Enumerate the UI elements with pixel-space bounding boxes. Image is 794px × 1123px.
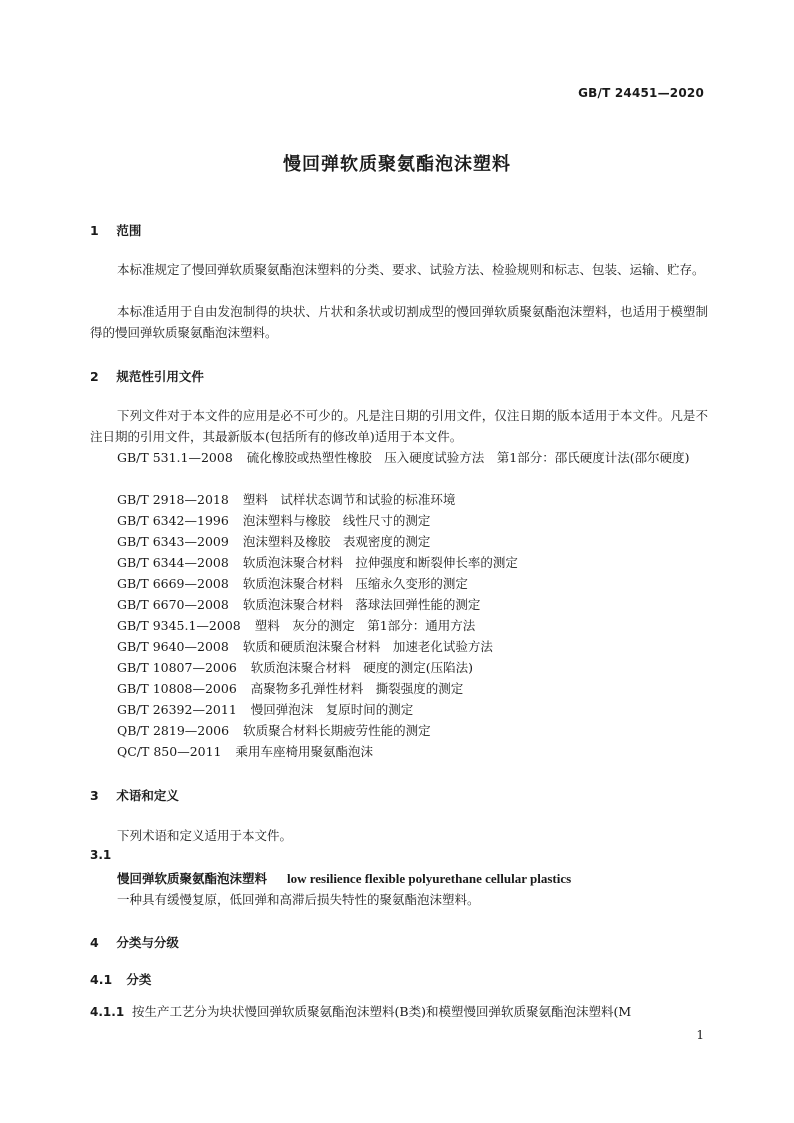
subsection-number: 4.1 [90,972,113,987]
section-title: 范围 [116,223,142,238]
term-definition: 一种具有缓慢复原，低回弹和高滞后损失特性的聚氨酯泡沫塑料。 [117,892,480,907]
reference-title: 软质聚合材料长期疲劳性能的测定 [243,723,431,738]
reference-code: GB/T 10808—2006 [117,681,237,696]
standard-number: GB/T 24451—2020 [578,86,704,100]
reference-item [117,741,373,762]
term-english: low resilience flexible polyurethane cellular plastics [286,871,572,886]
document-title: 慢回弹软质聚氨酯泡沫塑料 [283,154,511,175]
reference-code: QC/T 850—2011 [117,744,222,759]
reference-code: GB/T 531.1—2008 [117,450,233,465]
subsection-4-1-heading [90,970,151,988]
reference-item [117,720,431,741]
reference-item [117,510,430,531]
reference-item [117,531,430,552]
reference-code: GB/T 10807—2006 [117,660,237,675]
reference-code: QB/T 2819—2006 [117,723,230,738]
reference-code: GB/T 6343—2009 [117,534,229,549]
reference-item [90,447,708,468]
section-3-heading [90,786,179,804]
reference-title: 软质泡沫聚合材料 硬度的测定(压陷法) [250,660,474,675]
term-chinese: 慢回弹软质聚氨酯泡沫塑料 [117,871,268,886]
scope-paragraph: 本标准适用于自由发泡制得的块状、片状和条状或切割成型的慢回弹软质聚氨酯泡沫塑料，也适用于模塑制得的慢回弹软质聚氨酯泡沫塑料。 [90,304,708,340]
reference-item [117,699,413,720]
reference-item [117,657,473,678]
section-4-heading [90,933,179,951]
reference-item [117,552,518,573]
reference-item [117,615,475,636]
reference-item [117,636,493,657]
reference-title: 软质泡沫聚合材料 拉伸强度和断裂伸长率的测定 [242,555,518,570]
terms-intro: 下列术语和定义适用于本文件。 [117,828,293,843]
reference-title: 乘用车座椅用聚氨酯泡沫 [235,744,374,759]
section-number: 2 [90,369,99,384]
reference-code: GB/T 26392—2011 [117,702,237,717]
section-number: 1 [90,223,99,238]
term-entry [117,869,571,887]
reference-title: 慢回弹泡沫 复原时间的测定 [250,702,414,717]
clause-4-1-1 [90,1002,631,1020]
term-number: 3.1 [90,848,112,862]
reference-item [117,594,480,615]
reference-item [117,489,455,510]
reference-item [117,678,463,699]
section-1-heading [90,221,141,239]
reference-code: GB/T 6344—2008 [117,555,229,570]
clause-number: 4.1.1 [90,1005,125,1019]
reference-code: GB/T 2918—2018 [117,492,229,507]
reference-title: 泡沫塑料与橡胶 线性尺寸的测定 [242,513,431,528]
reference-code: GB/T 9640—2008 [117,639,229,654]
subsection-title: 分类 [126,972,152,987]
section-number: 3 [90,788,99,803]
section-2-heading [90,367,204,385]
reference-title: 泡沫塑料及橡胶 表观密度的测定 [242,534,431,549]
section-title: 术语和定义 [116,788,179,803]
reference-title: 软质泡沫聚合材料 落球法回弹性能的测定 [242,597,481,612]
references-intro: 下列文件对于本文件的应用是必不可少的。凡是注日期的引用文件，仅注日期的版本适用于本文件。凡是不注日期的引用文件，其最新版本(包括所有的修改单)适用于本文件。 [90,408,708,444]
section-title: 规范性引用文件 [116,369,204,384]
section-number: 4 [90,935,99,950]
clause-text: 按生产工艺分为块状慢回弹软质聚氨酯泡沫塑料(B类)和模塑慢回弹软质聚氨酯泡沫塑料(M [132,1004,632,1019]
reference-code: GB/T 6342—1996 [117,513,229,528]
reference-code: GB/T 6669—2008 [117,576,229,591]
page-number: 1 [696,1028,704,1042]
reference-code: GB/T 9345.1—2008 [117,618,241,633]
reference-title: 硫化橡胶或热塑性橡胶 压入硬度试验方法 第1部分：邵氏硬度计法(邵尔硬度) [246,450,690,465]
reference-title: 塑料 试样状态调节和试验的标准环境 [242,492,456,507]
section-title: 分类与分级 [116,935,179,950]
reference-code: GB/T 6670—2008 [117,597,229,612]
scope-paragraph: 本标准规定了慢回弹软质聚氨酯泡沫塑料的分类、要求、试验方法、检验规则和标志、包装、运输、贮存。 [117,262,705,277]
reference-title: 塑料 灰分的测定 第1部分：通用方法 [254,618,476,633]
reference-title: 软质泡沫聚合材料 压缩永久变形的测定 [242,576,468,591]
reference-title: 高聚物多孔弹性材料 撕裂强度的测定 [250,681,464,696]
reference-item [117,573,468,594]
reference-title: 软质和硬质泡沫聚合材料 加速老化试验方法 [242,639,493,654]
